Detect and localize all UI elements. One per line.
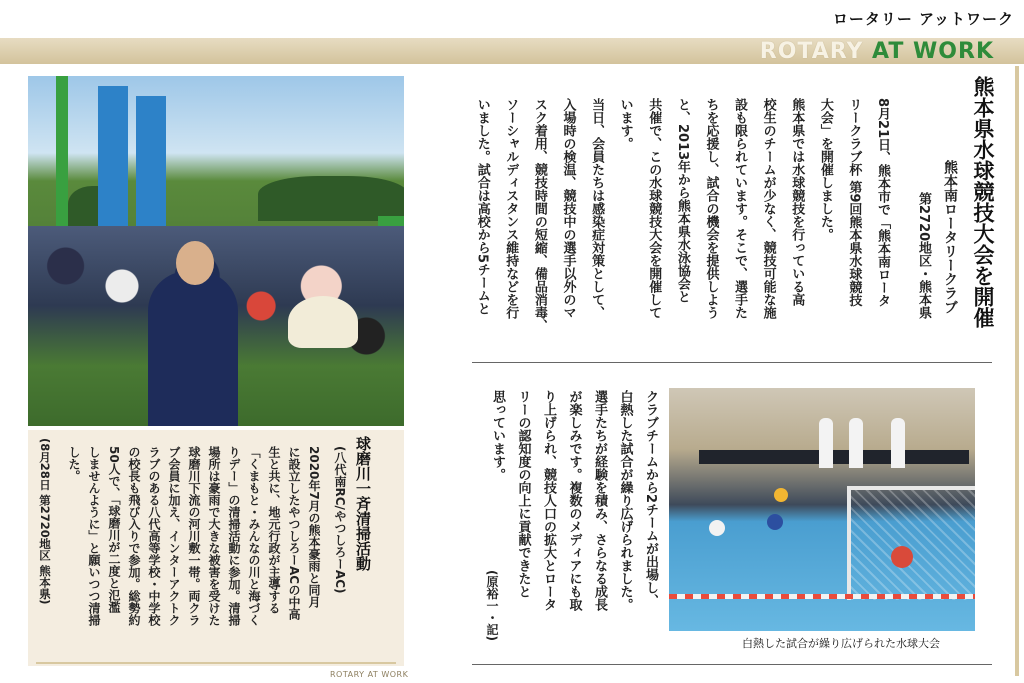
side-line: 50人で、「球磨川が二度と氾濫 (107, 446, 121, 613)
right-border (1015, 66, 1019, 676)
article-line: 共催で、この水球競技大会を開催して (646, 98, 662, 319)
side-line: に設立したやつしろーACの中高 (287, 446, 301, 621)
side-bottom-rule (36, 662, 396, 664)
side-line: 場所は豪雨で大きな被害を受けた (207, 446, 221, 626)
divider-top (472, 362, 992, 363)
side-line: 2020年7月の熊本豪雨と同月 (307, 446, 321, 608)
side-line: した。 (67, 446, 81, 482)
article-line: 8月21日、熊本市で「熊本南ロータ (875, 98, 890, 308)
water-polo-photo (669, 388, 975, 631)
article-line: いました。試合は高校から5チームと (474, 98, 490, 316)
side-line: ラブのある八代高等学校・中学校 (147, 446, 161, 626)
footer-brand: ROTARY AT WORK (330, 670, 409, 679)
side-line: ブ会員に加え、インターアクトク (167, 446, 181, 626)
article-club: 熊本南ロータリークラブ (942, 160, 958, 314)
article-line: リークラブ杯 第9回熊本県水球競技 (846, 98, 862, 307)
article-line: 校生のチームが少なく、競技可能な施 (760, 98, 776, 319)
article-body-continued (483, 390, 663, 630)
article-line: 選手たちが経験を積み、さらなる成長 (592, 390, 607, 611)
side-line: 球磨川下流の河川敷一帯。両クラ (187, 446, 201, 626)
side-dateline: (8月28日 第2720地区 熊本県) (38, 438, 52, 605)
article-line: 設も限られています。そこで、選手た (732, 98, 748, 319)
article-district: 第2720地区・熊本県 (916, 192, 931, 320)
divider-bottom (472, 664, 992, 665)
article-signature: (原裕一・記) (485, 570, 499, 641)
article-line: 入場時の検温、競技中の選手以外のマ (560, 98, 576, 319)
section-title: ロータリー アットワーク (832, 10, 1014, 28)
side-body (62, 446, 324, 660)
article-line: リーの認知度の向上に貢献できたと (515, 390, 531, 598)
article-body (466, 98, 896, 358)
article-line: 熊本県では水球競技を行っている高 (789, 98, 805, 306)
band-logo-text: ROTARY AT WORK (759, 39, 994, 64)
side-line: の校長も飛び入りで参加。総勢約 (127, 446, 141, 626)
article-line: 当日、会員たちは感染症対策として、 (589, 98, 605, 319)
side-line: しませんように」と願いつつ清掃 (87, 446, 101, 626)
article-line: と、2013年から熊本県水泳協会と (674, 98, 690, 304)
article-line: ちを応援し、試合の機会を提供しよう (703, 98, 719, 319)
article-line: 白熱した試合が繰り広げられました。 (617, 390, 633, 611)
article-line: り上げられ、競技人口の拡大とロータ (541, 390, 556, 611)
side-line: 「くまもと・みんなの川と海づく (247, 446, 261, 626)
cleanup-photo (28, 76, 404, 426)
side-line: 生と共に、地元行政が主導する (267, 446, 281, 614)
article-line: スク着用、競技時間の短縮、備品消毒、 (531, 98, 547, 332)
section-band (0, 38, 1024, 64)
article-line: 思っています。 (490, 390, 505, 481)
side-line: りデー」の清掃活動に参加。清掃 (227, 446, 241, 626)
side-subtitle: (八代南RC/やつしろーAC) (333, 446, 347, 594)
article-line: 大会」を開催しました。 (817, 98, 833, 241)
article-line: クラブチームから2チームが出場し、 (643, 390, 658, 608)
article-title: 熊本県水球競技大会を開催 (971, 76, 995, 328)
article-line: います。 (617, 98, 633, 150)
article-line: が楽しみです。複数のメディアにも取 (566, 390, 582, 611)
article-line: ソーシャルディスタンス維持などを行 (503, 98, 519, 319)
side-title: 球磨川一斉清掃活動 (354, 436, 372, 571)
photo-caption: 白熱した試合が繰り広げられた水球大会 (742, 637, 940, 650)
